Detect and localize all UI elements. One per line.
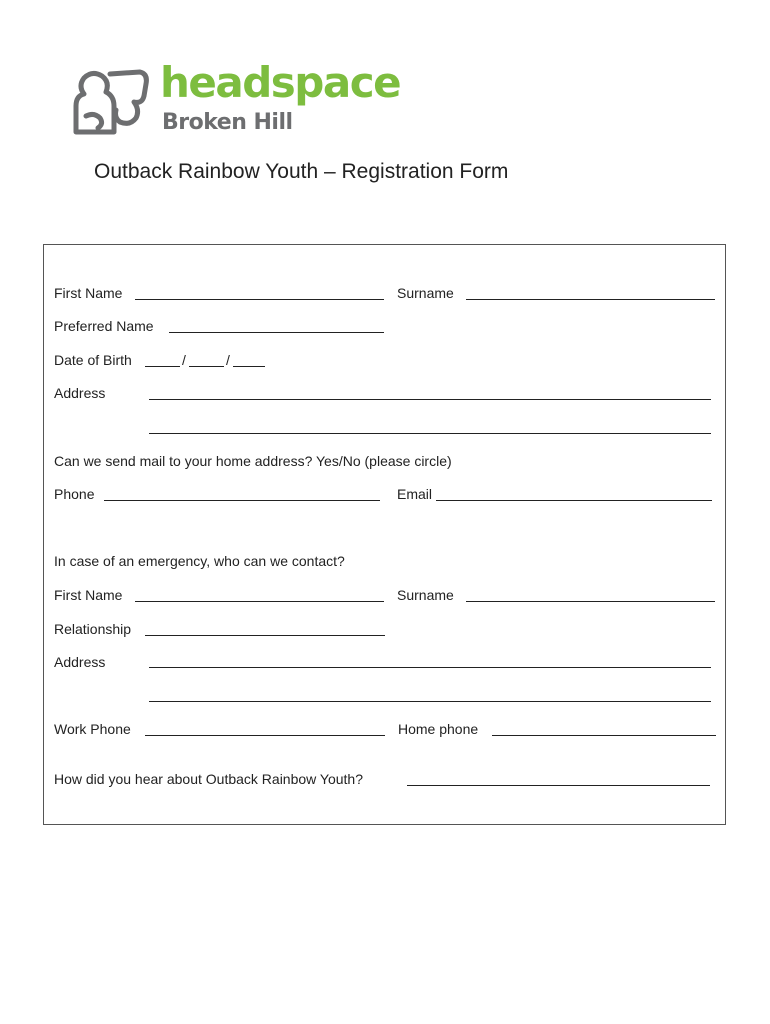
dob-month-field[interactable] — [189, 366, 224, 367]
emergency-surname-field[interactable] — [466, 601, 715, 602]
work-phone-field[interactable] — [145, 735, 385, 736]
address-field-line-1[interactable] — [149, 399, 711, 400]
referral-question: How did you hear about Outback Rainbow Youth? — [54, 771, 363, 787]
dob-separator: / — [226, 352, 230, 368]
first-name-field[interactable] — [135, 299, 384, 300]
work-phone-label: Work Phone — [54, 721, 131, 737]
emergency-first-name-label: First Name — [54, 587, 123, 603]
email-label: Email — [397, 486, 433, 502]
preferred-name-field[interactable] — [169, 332, 384, 333]
emergency-first-name-field[interactable] — [135, 601, 384, 602]
dob-label: Date of Birth — [54, 352, 132, 368]
address-label: Address — [54, 385, 106, 401]
emergency-surname-label: Surname — [397, 587, 454, 603]
home-phone-field[interactable] — [492, 735, 716, 736]
emergency-heading: In case of an emergency, who can we contact? — [54, 553, 345, 569]
emergency-address-field-line-2[interactable] — [149, 701, 711, 702]
relationship-field[interactable] — [145, 635, 385, 636]
dob-day-field[interactable] — [145, 366, 180, 367]
email-field[interactable] — [436, 500, 712, 501]
registration-form — [43, 244, 726, 825]
emergency-address-label: Address — [54, 654, 106, 670]
referral-field[interactable] — [407, 785, 710, 786]
dob-year-field[interactable] — [233, 366, 265, 367]
headspace-mark-icon — [70, 66, 150, 138]
phone-field[interactable] — [104, 500, 380, 501]
phone-label: Phone — [54, 486, 95, 502]
first-name-label: First Name — [54, 285, 123, 301]
home-phone-label: Home phone — [398, 721, 479, 737]
preferred-name-label: Preferred Name — [54, 318, 154, 334]
headspace-logo — [70, 58, 401, 142]
logo-wordmark: headspace — [160, 58, 401, 107]
dob-separator: / — [182, 352, 186, 368]
surname-label: Surname — [397, 285, 454, 301]
relationship-label: Relationship — [54, 621, 132, 637]
mail-question: Can we send mail to your home address? Yes/No (please circle) — [54, 453, 452, 469]
emergency-address-field-line-1[interactable] — [149, 667, 711, 668]
page-title: Outback Rainbow Youth – Registration Form — [94, 160, 509, 183]
logo-subtitle: Broken Hill — [162, 110, 293, 135]
address-field-line-2[interactable] — [149, 433, 711, 434]
surname-field[interactable] — [466, 299, 715, 300]
